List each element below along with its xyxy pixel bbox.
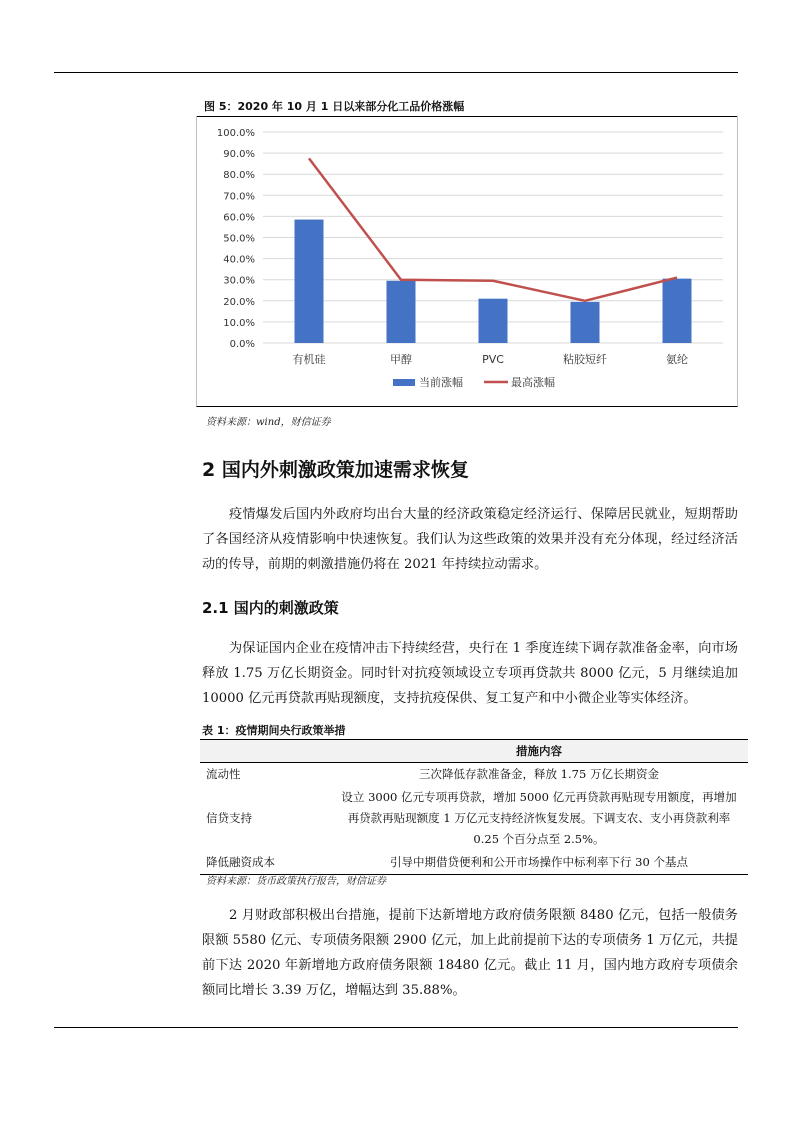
table-row [200, 763, 748, 787]
x-category-label: 粘胶短纤 [563, 353, 607, 366]
x-category-label: 氨纶 [666, 353, 688, 366]
table-cell-measure: 设立 3000 亿元专项再贷款，增加 5000 亿元再贷款再贴现专用额度，再增加再贷款再贴现额度 1 万亿元支持经济恢复发展。下调支农、支小再贷款利率 0.25 个百分点至 2.5%。 [341, 790, 737, 846]
y-tick-label: 70.0% [223, 191, 255, 203]
legend-bar-swatch [393, 379, 415, 386]
legend-label-current: 当前涨幅 [419, 376, 463, 389]
bar-current-3 [479, 299, 508, 343]
bar-current-1 [295, 220, 324, 343]
y-tick-label: 30.0% [223, 275, 255, 287]
table-cell-measure: 引导中期借贷便利和公开市场操作中标利率下行 30 个基点 [330, 851, 748, 875]
y-tick-label: 80.0% [223, 170, 255, 182]
bar-current-5 [663, 279, 692, 343]
table-row [200, 851, 748, 875]
chart-container [196, 116, 738, 407]
header-rule [54, 72, 738, 73]
table-cell-category: 流动性 [206, 767, 241, 781]
table-header-row [200, 740, 748, 763]
table-source: 资料来源：货币政策执行报告，财信证券 [206, 876, 386, 887]
y-tick-label: 90.0% [223, 149, 255, 161]
table-cell-category: 降低融资成本 [200, 851, 330, 875]
section-2-heading: 2 国内外刺激政策加速需求恢复 [202, 459, 469, 481]
y-tick-label: 10.0% [223, 317, 255, 329]
y-tick-label: 60.0% [223, 212, 255, 224]
table-row [200, 786, 748, 851]
table-header-category [200, 740, 330, 763]
price-change-chart [197, 116, 739, 407]
x-category-label: 甲醇 [390, 353, 412, 366]
closing-paragraph: 2 月财政部积极出台措施，提前下达新增地方政府债务限额 8480 亿元，包括一般债务限额 5580 亿元、专项债务限额 2900 亿元，加上此前提前下达的专项债务 1 万亿元，共提前下达 2020 年新增地方政府债务限额 18480 亿元。截止 11 月，国内地方政府专项债余额同比增长 3.39 万亿，增幅达到 35.88%。 [202, 908, 738, 998]
footer-rule [54, 1027, 738, 1028]
figure-source: 资料来源：wind，财信证券 [206, 417, 331, 428]
table-title: 表 1：疫情期间央行政策举措 [202, 724, 346, 737]
y-tick-label: 40.0% [223, 254, 255, 266]
y-tick-label: 50.0% [223, 233, 255, 245]
legend-label-max: 最高涨幅 [511, 376, 555, 389]
table-cell-category: 信贷支持 [206, 811, 252, 825]
section-2-1-paragraph: 为保证国内企业在疫情冲击下持续经营，央行在 1 季度连续下调存款准备金率，向市场释放 1.75 万亿长期资金。同时针对抗疫领域设立专项再贷款共 8000 亿元，5 月继续追加 10000 亿元再贷款再贴现额度，支持抗疫保供、复工复产和中小微企业等实体经济。 [202, 641, 738, 706]
bar-current-2 [387, 281, 416, 343]
table-header-measure: 措施内容 [330, 740, 748, 763]
y-tick-label: 0.0% [229, 339, 255, 350]
y-tick-label: 20.0% [223, 296, 255, 308]
section-2-1-heading: 2.1 国内的刺激政策 [202, 599, 339, 617]
bar-current-4 [571, 302, 600, 343]
figure-title: 图 5：2020 年 10 月 1 日以来部分化工品价格涨幅 [204, 100, 465, 113]
policy-table [200, 739, 748, 875]
x-category-label: 有机硅 [292, 353, 326, 366]
table-cell-measure: 三次降低存款准备金，释放 1.75 万亿长期资金 [419, 767, 659, 781]
x-category-label: PVC [482, 353, 504, 366]
y-tick-label: 100.0% [216, 128, 255, 139]
section-2-paragraph: 疫情爆发后国内外政府均出台大量的经济政策稳定经济运行、保障居民就业，短期帮助了各国经济从疫情影响中快速恢复。我们认为这些政策的效果并没有充分体现，经过经济活动的传导，前期的刺激措施仍将在 2021 年持续拉动需求。 [202, 507, 738, 572]
